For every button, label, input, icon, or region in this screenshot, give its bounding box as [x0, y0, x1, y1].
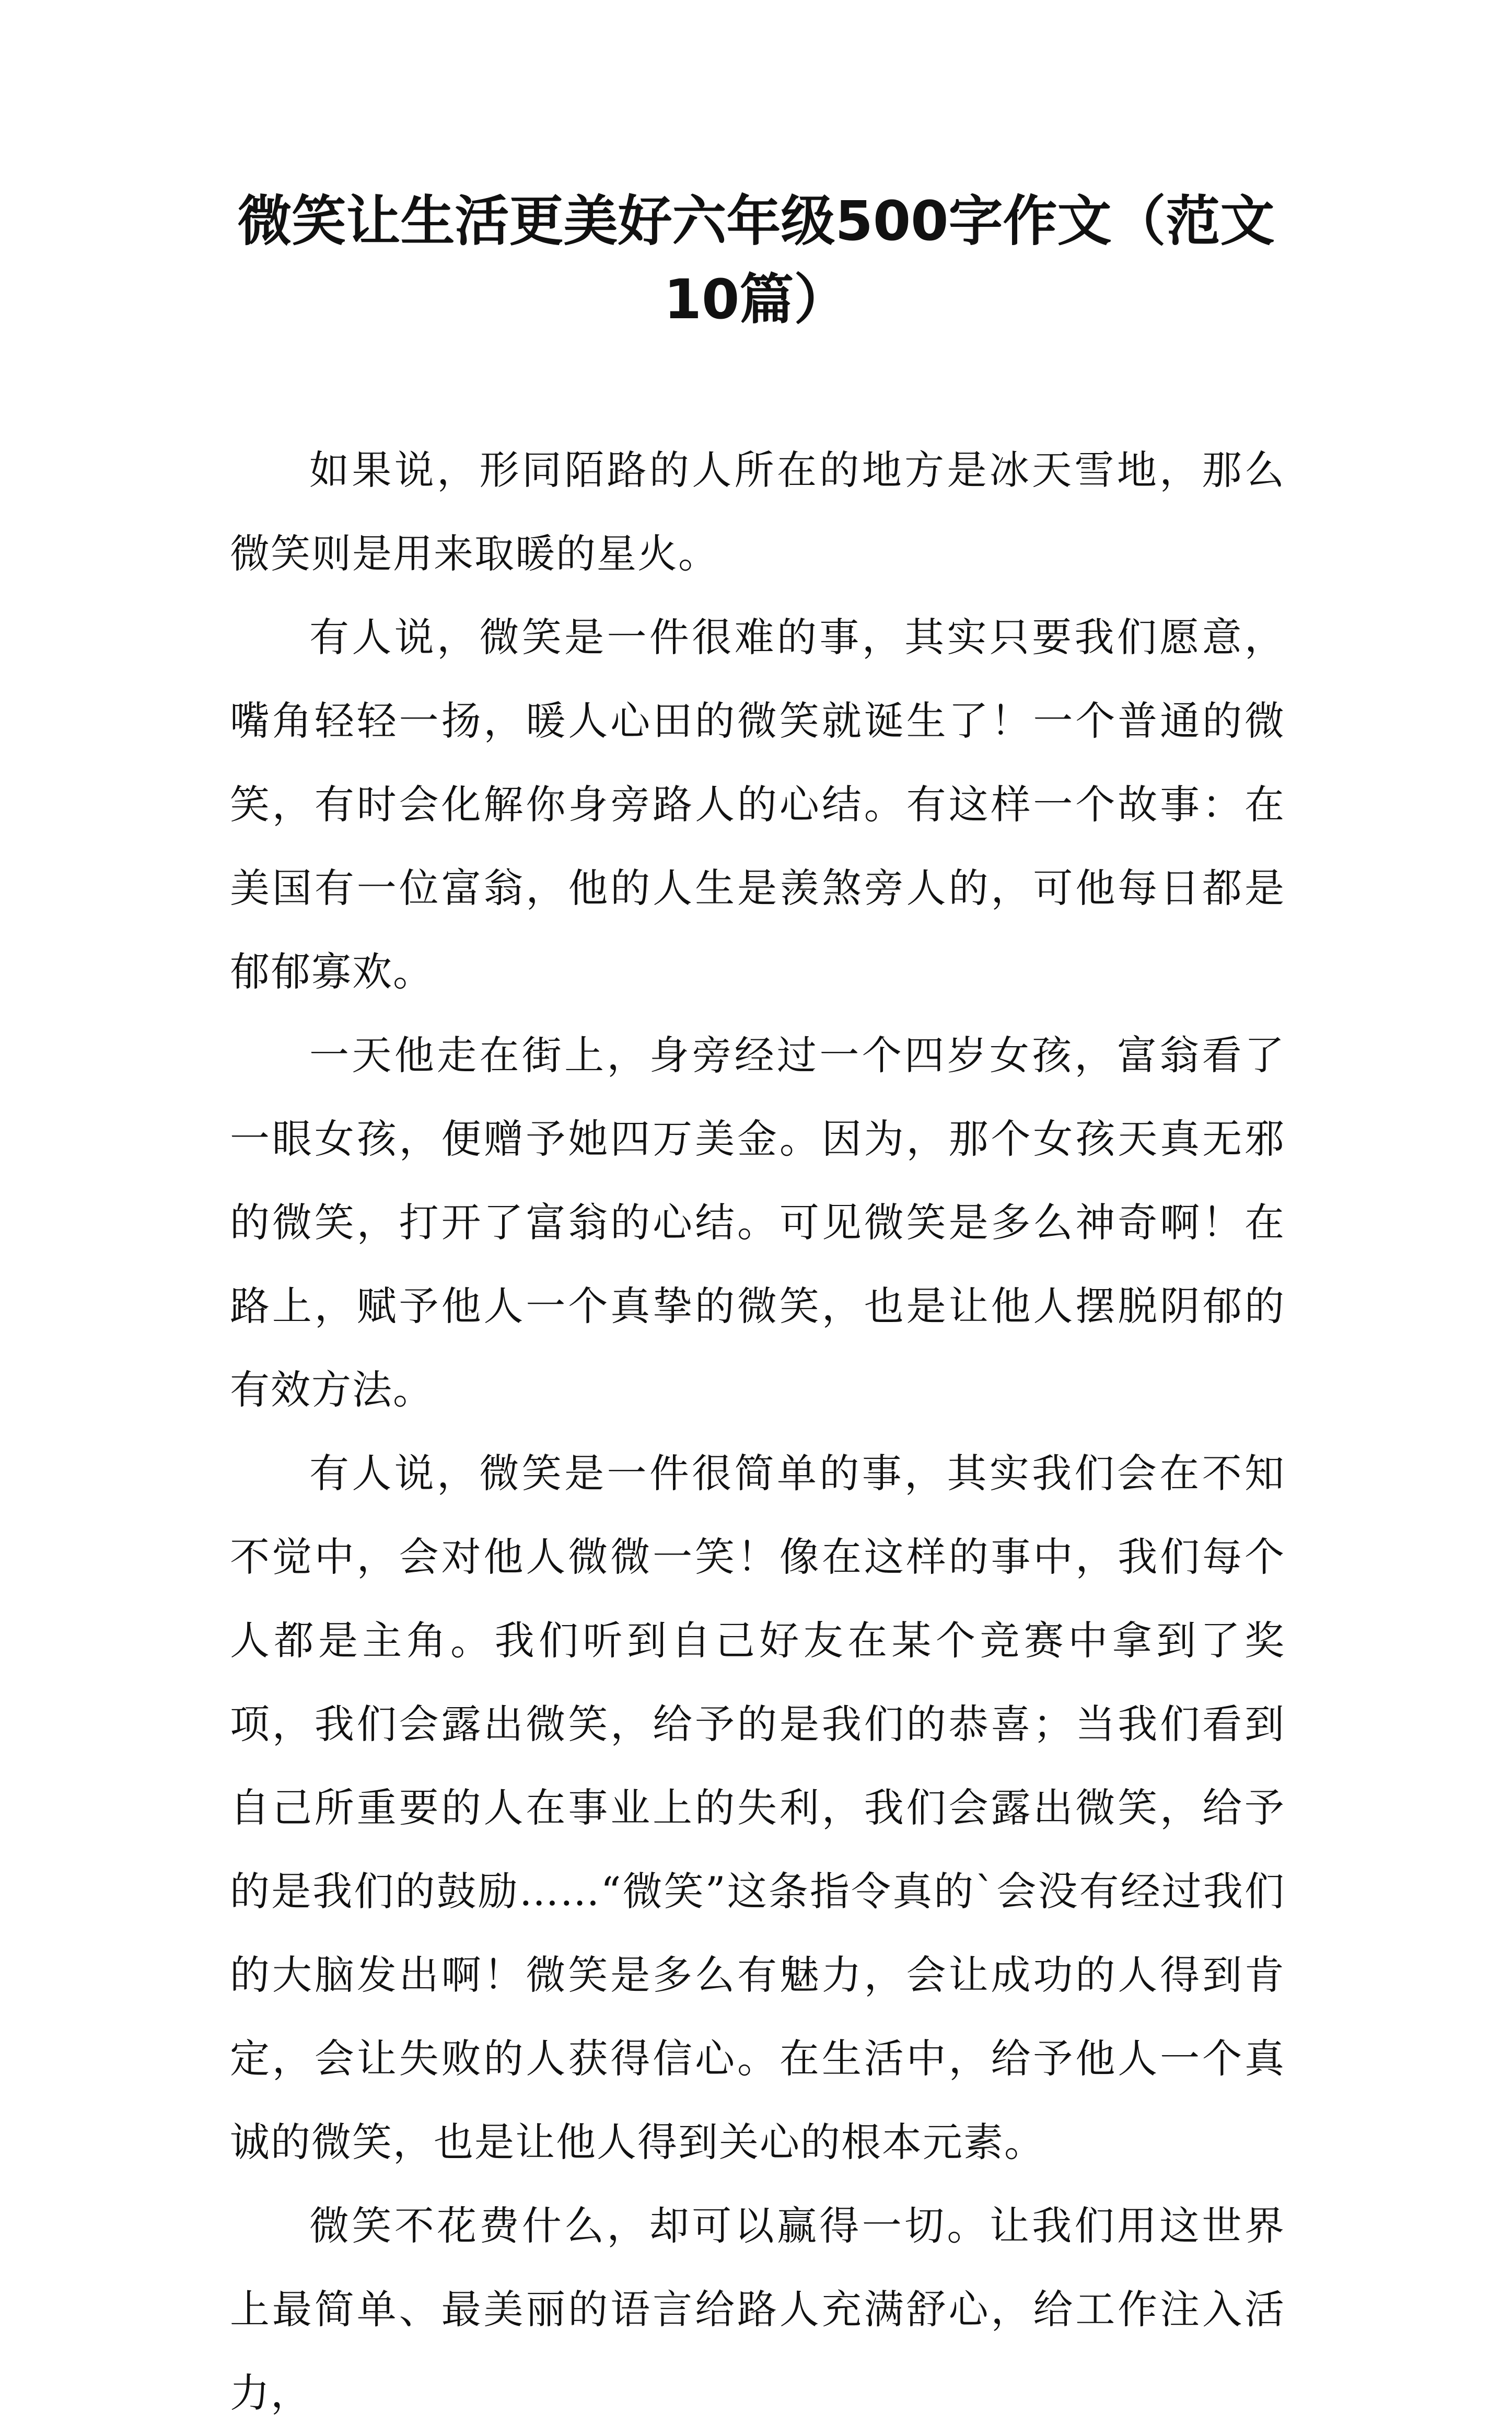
paragraph: 有人说，微笑是一件很难的事，其实只要我们愿意，嘴角轻轻一扬，暖人心田的微笑就诞生了！一个普通的微笑，有时会化解你身旁路人的心结。有这样一个故事：在美国有一位富翁，他的人生是羡煞旁人的，可他每日都是郁郁寡欢。 [230, 614, 1285, 995]
document-title: 微笑让生活更美好六年级500字作文（范文10篇） [237, 189, 1275, 331]
paragraph: 一天他走在街上，身旁经过一个四岁女孩，富翁看了一眼女孩，便赠予她四万美金。因为，那个女孩天真无邪的微笑，打开了富翁的心结。可见微笑是多么神奇啊！在路上，赋予他人一个真挚的微笑，也是让他人摆脱阴郁的有效方法。 [230, 1032, 1285, 1413]
paragraph: 如果说，形同陌路的人所在的地方是冰天雪地，那么微笑则是用来取暖的星火。 [230, 447, 1285, 577]
document-body [230, 428, 1285, 2435]
paragraph: 有人说，微笑是一件很简单的事，其实我们会在不知不觉中，会对他人微微一笑！像在这样的事中，我们每个人都是主角。我们听到自己好友在某个竞赛中拿到了奖项，我们会露出微笑，给予的是我们的恭喜；当我们看到自己所重要的人在事业上的失利，我们会露出微笑，给予的是我们的鼓励……“微笑”这条指令真的`会没有经过我们的大脑发出啊！微笑是多么有魅力，会让成功的人得到肯定，会让失败的人获得信心。在生活中，给予他人一个真诚的微笑，也是让他人得到关心的根本元素。 [230, 1450, 1285, 2165]
paragraph: 微笑不花费什么，却可以赢得一切。让我们用这世界上最简单、最美丽的语言给路人充满舒心，给工作注入活力， [230, 2202, 1285, 2416]
